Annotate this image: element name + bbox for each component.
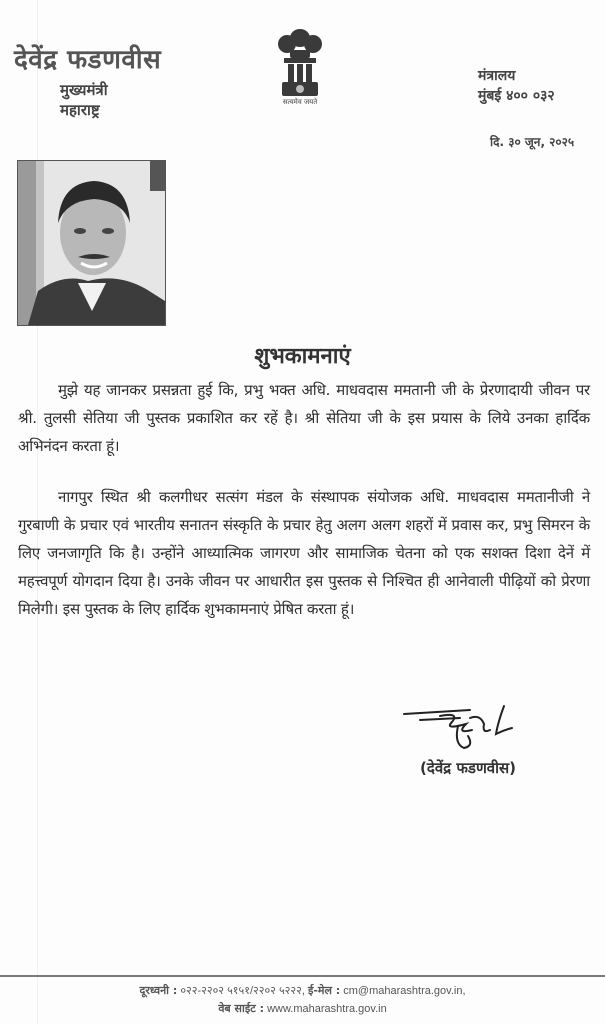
handwritten-signature (400, 700, 530, 760)
sender-designation-block (60, 80, 108, 120)
address-line-2: मुंबई ४०० ०३२ (478, 88, 555, 104)
emblem-motto: सत्यमेव जयते (282, 98, 318, 106)
email-label: ई-मेल : (307, 984, 341, 997)
national-emblem-icon (268, 24, 332, 106)
portrait-photo-icon (18, 161, 165, 325)
letter-heading: शुभकामनाएं (254, 344, 351, 369)
paragraph-1-text: मुझे यह जानकर प्रसन्नता हुई कि, प्रभु भक्त अधि. माधवदास ममतानी जी के प्रेरणादायी जीवन पर श्री. तुलसी सेतिया जी पुस्तक प्रकाशित कर रहें है। श्री सेतिया जी के इस प्रयास के लिये उनका हार्दिक अभिनंदन करता हूं। (18, 381, 590, 455)
sender-designation: मुख्यमंत्री (60, 81, 108, 99)
website-label: वेब साईट : (218, 1002, 264, 1015)
phone-number: ०२२-२२०२ ५१५१/२२०२ ५२२२, (180, 985, 305, 997)
signatory-name: (देवेंद्र फडणवीस) (420, 759, 517, 777)
portrait-photo (17, 160, 166, 326)
phone-label: दूरध्वनी : (139, 984, 178, 997)
address-line-1: मंत्रालय (478, 68, 516, 84)
footer-divider (0, 975, 605, 977)
office-address (478, 66, 555, 106)
letter-paragraph-2 (18, 483, 590, 623)
letter-paragraph-1 (18, 376, 590, 460)
sender-state: महाराष्ट्र (60, 101, 100, 119)
letter-date: दि. ३० जून, २०२५ (490, 135, 575, 149)
website-link[interactable]: www.maharashtra.gov.in (267, 1003, 387, 1015)
email-link[interactable]: cm@maharashtra.gov.in, (343, 985, 466, 997)
sender-name: देवेंद्र फडणवीस (14, 45, 162, 75)
paragraph-2-text: नागपुर स्थित श्री कलगीधर सत्संग मंडल के संस्थापक संयोजक अधि. माधवदास ममतानीजी ने गुरबाणी के प्रचार एवं भारतीय सनातन संस्कृति के प्रचार हेतु अलग अलग शहरों में प्रवास कर, प्रभु सिमरन के लिए जनजागृति कि है। उन्होंने आध्यात्मिक जागरण और सामाजिक चेतना को एक सशक्त दिशा देनें में महत्त्वपूर्ण योगदान दिया है। उनके जीवन पर आधारीत इस पुस्तक से निश्चित ही आनेवाली पीढ़ियों को प्रेरणा मिलेगी। इस पुस्तक के लिए हार्दिक शुभकामनाएं प्रेषित करता हूं। (18, 488, 590, 618)
footer-contact-line (0, 983, 605, 998)
footer-website-line (0, 1001, 605, 1016)
